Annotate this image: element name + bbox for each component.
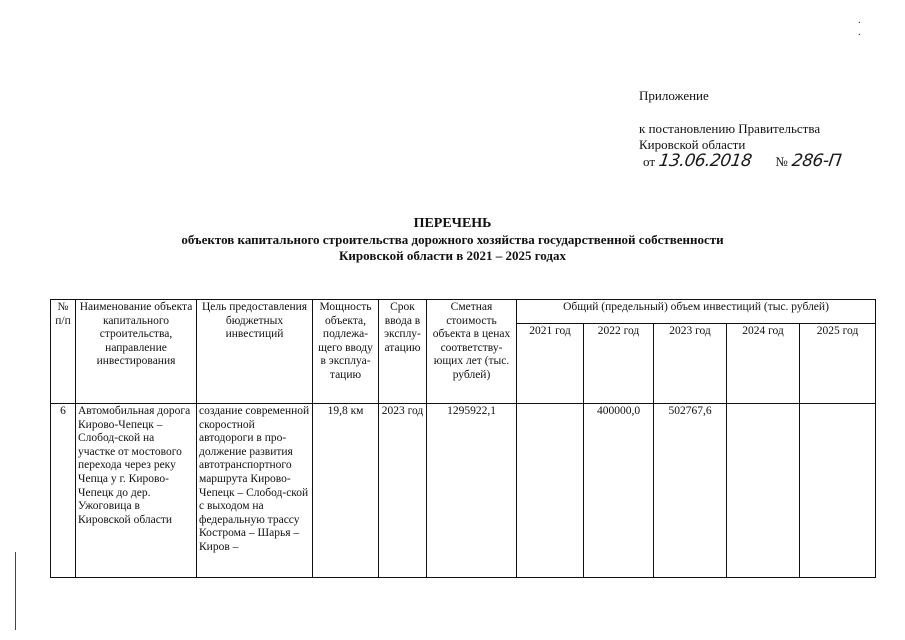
appendix-block [639, 88, 841, 170]
cell-year-2021 [517, 404, 584, 578]
header-goal: Цель предоставления бюджетных инвестиций [197, 300, 313, 404]
header-num: № п/п [51, 300, 76, 404]
header-name: Наименование объекта капитального строительства, направление инвестирования [76, 300, 197, 404]
handwritten-date: 13.06.2018 [657, 151, 753, 171]
number-prefix: № [775, 154, 788, 169]
header-year-2021: 2021 год [517, 324, 584, 404]
appendix-label: Приложение [639, 88, 709, 103]
title-line-3: Кировской области в 2021 – 2025 годах [339, 248, 566, 263]
header-year-2023: 2023 год [654, 324, 727, 404]
document-title [0, 216, 905, 264]
objects-table [50, 299, 876, 578]
corner-mark: . . [858, 14, 875, 38]
cell-cost: 1295922,1 [427, 404, 517, 578]
header-volume-group: Общий (предельный) объем инвестиций (тыс. рублей) [517, 300, 876, 324]
cell-term: 2023 год [379, 404, 427, 578]
cell-year-2024 [727, 404, 800, 578]
cell-year-2025 [800, 404, 876, 578]
header-year-2025: 2025 год [800, 324, 876, 404]
header-year-2024: 2024 год [727, 324, 800, 404]
date-prefix: от [643, 154, 656, 169]
cell-num: 6 [51, 404, 76, 578]
title-heading: ПЕРЕЧЕНЬ [413, 216, 492, 231]
appendix-date-row [639, 153, 841, 170]
cell-year-2022: 400000,0 [584, 404, 654, 578]
header-term: Срок ввода в эксплу- атацию [379, 300, 427, 404]
cell-year-2023: 502767,6 [654, 404, 727, 578]
cell-capacity: 19,8 км [313, 404, 379, 578]
title-line-2: объектов капитального строительства дорожного хозяйства государственной собственности [181, 232, 724, 247]
header-cost: Сметная стоимость объекта в ценах соответству- ющих лет (тыс. рублей) [427, 300, 517, 404]
table-row [51, 404, 876, 578]
header-year-2022: 2022 год [584, 324, 654, 404]
appendix-line-1: к постановлению Правительства [639, 121, 821, 136]
header-capacity: Мощность объекта, подлежа- щего вводу в эксплуа- тацию [313, 300, 379, 404]
cell-goal: создание современной скоростной автодороги в про-должение развития автотранспортного маршрута Кирово-Чепецк – Слобод-ской с выходом на федеральную трассу Кострома – Шарья – Киров – [197, 404, 313, 578]
appendix-line-2: Кировской области [639, 137, 746, 152]
cell-name: Автомобильная дорога Кирово-Чепецк – Слобод-ской на участке от мостового перехода через реку Чепца у г. Кирово-Чепецк до дер. Ужоговица в Кировской области [76, 404, 197, 578]
margin-line [15, 552, 16, 630]
handwritten-number: 286-П [790, 151, 843, 171]
